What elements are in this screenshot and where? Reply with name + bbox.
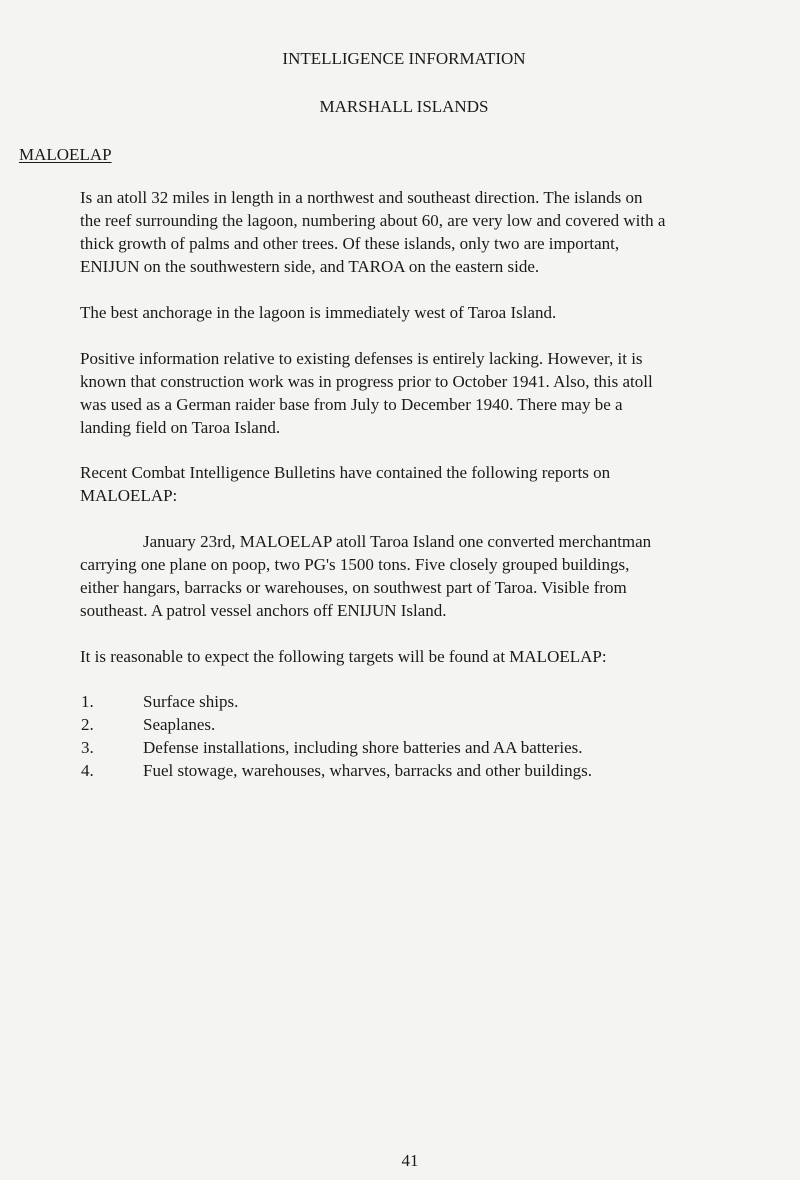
paragraph-line: thick growth of palms and other trees. Of these islands, only two are important, <box>80 234 620 253</box>
paragraph-line: known that construction work was in progress prior to October 1941. Also, this atoll <box>80 372 653 391</box>
list-item-text: Surface ships. <box>143 692 239 711</box>
paragraph-line: The best anchorage in the lagoon is immediately west of Taroa Island. <box>80 303 557 322</box>
page-number: 41 <box>401 1151 419 1170</box>
paragraph-line: either hangars, barracks or warehouses, on southwest part of Taroa. Visible from <box>80 578 627 597</box>
list-item-number: 4. <box>81 761 94 780</box>
paragraph-line: Recent Combat Intelligence Bulletins have contained the following reports on <box>80 463 611 482</box>
list-item-number: 2. <box>81 715 94 734</box>
section-heading: MALOELAP <box>19 145 112 164</box>
paragraph-line: southeast. A patrol vessel anchors off ENIJUN Island. <box>80 601 447 620</box>
list-item-text: Seaplanes. <box>143 715 216 734</box>
paragraph-line: the reef surrounding the lagoon, numbering about 60, are very low and covered with a <box>80 211 666 230</box>
paragraph-line: landing field on Taroa Island. <box>80 418 281 437</box>
document-title: INTELLIGENCE INFORMATION <box>282 49 526 68</box>
document-subtitle: MARSHALL ISLANDS <box>319 97 489 116</box>
list-item-number: 1. <box>81 692 94 711</box>
paragraph-line: MALOELAP: <box>80 486 178 505</box>
paragraph-line: It is reasonable to expect the following targets will be found at MALOELAP: <box>80 647 607 666</box>
paragraph-line: January 23rd, MALOELAP atoll Taroa Island one converted merchantman <box>143 532 652 551</box>
paragraph-line: Positive information relative to existing defenses is entirely lacking. However, it is <box>80 349 643 368</box>
list-item-text: Defense installations, including shore batteries and AA batteries. <box>143 738 583 757</box>
paragraph-line: carrying one plane on poop, two PG's 1500 tons. Five closely grouped buildings, <box>80 555 630 574</box>
paragraph-line: Is an atoll 32 miles in length in a northwest and southeast direction. The islands on <box>80 188 643 207</box>
paragraph-line: was used as a German raider base from July to December 1940. There may be a <box>80 395 623 414</box>
paragraph-line: ENIJUN on the southwestern side, and TAROA on the eastern side. <box>80 257 540 276</box>
list-item-text: Fuel stowage, warehouses, wharves, barracks and other buildings. <box>143 761 592 780</box>
list-item-number: 3. <box>81 738 94 757</box>
